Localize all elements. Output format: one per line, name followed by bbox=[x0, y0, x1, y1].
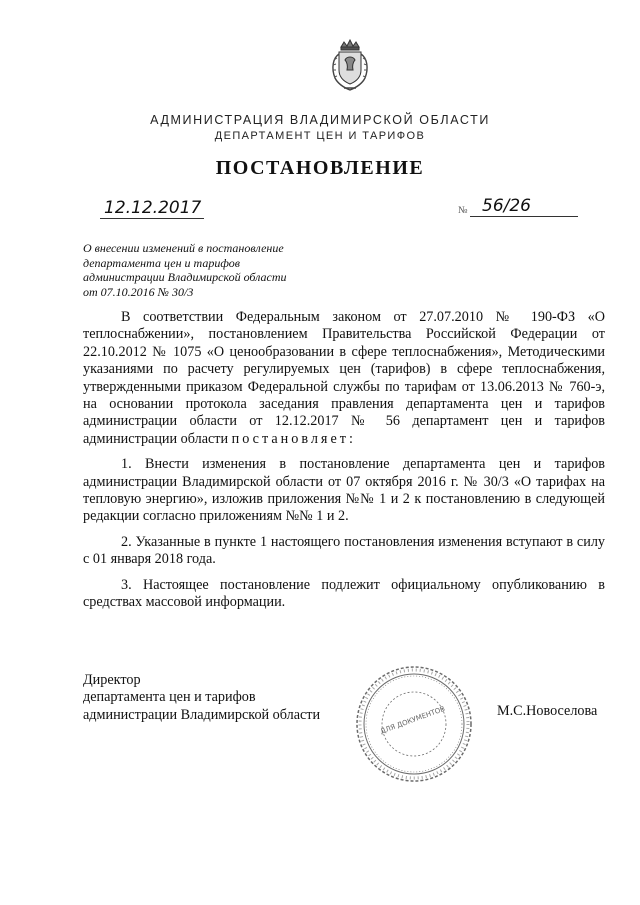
resolution-item: 1. Внести изменения в постановление департамента цен и тарифов администрации Владимирской области от 07 октября 2016 г. № 30/3 «О тарифах на тепловую энергию», изложив приложения №№ 1 и 2 к постановлению в следующей редакции согласно приложениям №№ 1 и 2. bbox=[83, 456, 605, 525]
preamble-paragraph bbox=[83, 309, 605, 448]
signer-position-line: Директор bbox=[83, 672, 141, 688]
stamp-text: ДЛЯ ДОКУМЕНТОВ bbox=[379, 704, 447, 736]
resolution-item: 3. Настоящее постановление подлежит официальному опубликованию в средствах массовой информации. bbox=[83, 576, 605, 611]
signer-name: М.С.Новоселова bbox=[497, 703, 598, 719]
preamble-keyword: постановляет: bbox=[231, 430, 356, 447]
preamble-text: В соответствии Федеральным законом от 27.07.2010 № 190-ФЗ «О теплоснабжении», постановлением Правительства Российской Федерации от 22.10.2012 № 1075 «О ценообразовании в сфере теплоснабжения», Методическими указаниями по расчету регулируемых цен (тарифов) в сфере теплоснабжения, утвержденными приказом Федеральной службы по тарифам от 13.06.2013 № 760-э, на основании протокола заседания правления департамента цен и тарифов администрации области от 12.12.2017 № 56 департамент цен и тарифов администрации области bbox=[83, 309, 605, 447]
document-number: 56/26 bbox=[470, 196, 578, 217]
round-seal-stamp bbox=[354, 664, 474, 784]
signer-position-line: администрации Владимирской области bbox=[83, 706, 321, 723]
resolution-item: 2. Указанные в пункте 1 настоящего постановления изменения вступают в силу с 01 января 2018 года. bbox=[83, 533, 605, 568]
document-subject bbox=[83, 241, 323, 299]
subject-line: О внесении изменений в постановление bbox=[83, 241, 284, 255]
number-label: № bbox=[458, 205, 468, 216]
subject-line: департамента цен и тарифов bbox=[83, 255, 240, 270]
subject-line: администрации Владимирской области bbox=[83, 270, 287, 284]
coat-of-arms-icon bbox=[327, 38, 373, 94]
signer-position bbox=[83, 672, 320, 724]
signer-position-line: департамента цен и тарифов bbox=[83, 689, 256, 706]
document-body bbox=[83, 309, 605, 620]
subject-line: от 07.10.2016 № 30/3 bbox=[83, 284, 194, 299]
department-name: ДЕПАРТАМЕНТ ЦЕН И ТАРИФОВ bbox=[214, 130, 426, 142]
document-date: 12.12.2017 bbox=[100, 198, 204, 219]
document-title: ПОСТАНОВЛЕНИЕ bbox=[215, 157, 425, 179]
organization-name: АДМИНИСТРАЦИЯ ВЛАДИМИРСКОЙ ОБЛАСТИ bbox=[150, 113, 490, 127]
